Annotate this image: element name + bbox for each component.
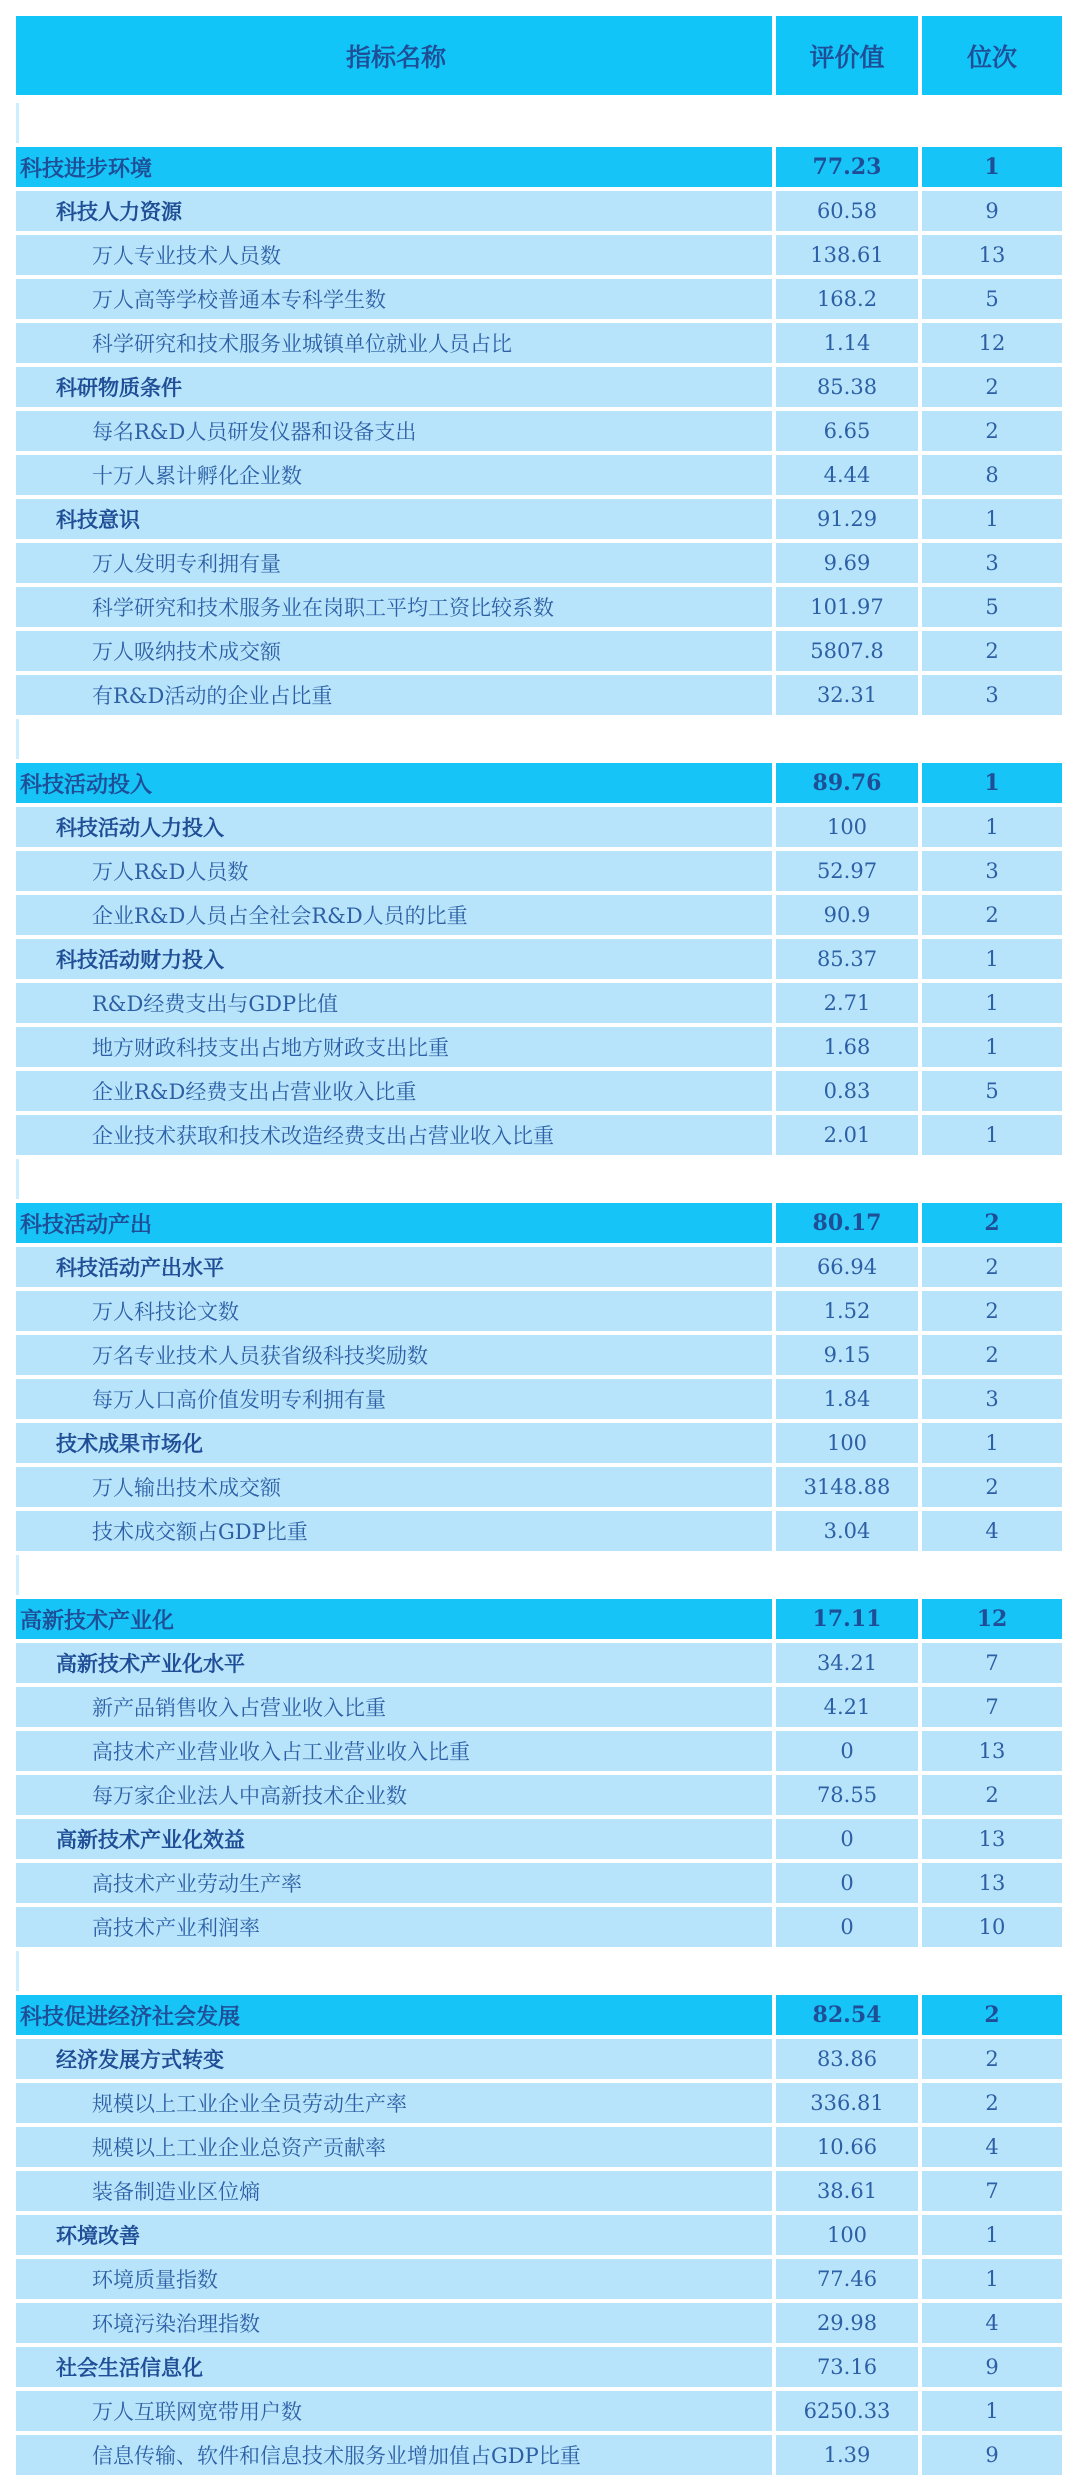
- indicator-name: R&D经费支出与GDP比值: [16, 983, 772, 1023]
- indicator-name: 每万人口高价值发明专利拥有量: [16, 1379, 772, 1419]
- indicator-row: [16, 2259, 1062, 2299]
- section-spacer: [16, 1555, 1062, 1595]
- rank-value: 2: [922, 1203, 1062, 1243]
- table-body: [16, 103, 1062, 2475]
- evaluation-value: 60.58: [776, 191, 918, 231]
- evaluation-value: 52.97: [776, 851, 918, 891]
- indicator-name: 科技活动产出: [16, 1203, 772, 1243]
- rank-value: 3: [922, 543, 1062, 583]
- subcategory-row: [16, 191, 1062, 231]
- evaluation-value: 90.9: [776, 895, 918, 935]
- indicator-name: 高技术产业劳动生产率: [16, 1863, 772, 1903]
- rank-value: 12: [922, 1599, 1062, 1639]
- indicator-row: [16, 675, 1062, 715]
- evaluation-value: 2.01: [776, 1115, 918, 1155]
- evaluation-value: 91.29: [776, 499, 918, 539]
- rank-value: 4: [922, 2303, 1062, 2343]
- indicator-name: 科技活动财力投入: [16, 939, 772, 979]
- rank-value: 3: [922, 851, 1062, 891]
- section-spacer: [16, 1159, 1062, 1199]
- rank-value: 2: [922, 1775, 1062, 1815]
- section-row: [16, 1995, 1062, 2035]
- evaluation-value: 4.21: [776, 1687, 918, 1727]
- evaluation-value: 9.69: [776, 543, 918, 583]
- indicator-name: 技术成果市场化: [16, 1423, 772, 1463]
- evaluation-value: 6.65: [776, 411, 918, 451]
- indicator-row: [16, 1511, 1062, 1551]
- indicator-name: 科学研究和技术服务业在岗职工平均工资比较系数: [16, 587, 772, 627]
- table-header: [16, 16, 1062, 95]
- evaluation-value: 0: [776, 1863, 918, 1903]
- rank-value: 7: [922, 2171, 1062, 2211]
- indicator-name: 科技促进经济社会发展: [16, 1995, 772, 2035]
- subcategory-row: [16, 2215, 1062, 2255]
- header-value: 评价值: [776, 16, 918, 95]
- indicator-name: 十万人累计孵化企业数: [16, 455, 772, 495]
- indicator-name: 高新技术产业化效益: [16, 1819, 772, 1859]
- indicator-name: 企业技术获取和技术改造经费支出占营业收入比重: [16, 1115, 772, 1155]
- rank-value: 5: [922, 587, 1062, 627]
- rank-value: 2: [922, 895, 1062, 935]
- header-rank: 位次: [922, 16, 1062, 95]
- indicator-row: [16, 1467, 1062, 1507]
- indicator-name: 万人发明专利拥有量: [16, 543, 772, 583]
- indicator-name: 科技意识: [16, 499, 772, 539]
- indicator-name: 万人输出技术成交额: [16, 1467, 772, 1507]
- section-row: [16, 147, 1062, 187]
- evaluation-value: 83.86: [776, 2039, 918, 2079]
- indicator-row: [16, 2303, 1062, 2343]
- indicator-name: 地方财政科技支出占地方财政支出比重: [16, 1027, 772, 1067]
- indicator-row: [16, 411, 1062, 451]
- evaluation-value: 1.39: [776, 2435, 918, 2475]
- indicator-row: [16, 1731, 1062, 1771]
- subcategory-row: [16, 1819, 1062, 1859]
- indicator-row: [16, 2127, 1062, 2167]
- evaluation-value: 100: [776, 2215, 918, 2255]
- indicator-name: 科技进步环境: [16, 147, 772, 187]
- evaluation-value: 0: [776, 1731, 918, 1771]
- evaluation-value: 34.21: [776, 1643, 918, 1683]
- indicator-name: 信息传输、软件和信息技术服务业增加值占GDP比重: [16, 2435, 772, 2475]
- indicator-name: 装备制造业区位熵: [16, 2171, 772, 2211]
- indicator-name: 万人R&D人员数: [16, 851, 772, 891]
- evaluation-value: 82.54: [776, 1995, 918, 2035]
- indicator-row: [16, 455, 1062, 495]
- subcategory-row: [16, 939, 1062, 979]
- indicator-name: 环境质量指数: [16, 2259, 772, 2299]
- evaluation-value: 77.46: [776, 2259, 918, 2299]
- subcategory-row: [16, 2347, 1062, 2387]
- rank-value: 1: [922, 763, 1062, 803]
- evaluation-value: 32.31: [776, 675, 918, 715]
- indicator-row: [16, 2171, 1062, 2211]
- section-spacer: [16, 1951, 1062, 1991]
- evaluation-value: 85.37: [776, 939, 918, 979]
- rank-value: 1: [922, 939, 1062, 979]
- indicator-row: [16, 2435, 1062, 2475]
- indicator-name: 企业R&D经费支出占营业收入比重: [16, 1071, 772, 1111]
- rank-value: 13: [922, 235, 1062, 275]
- evaluation-value: 1.84: [776, 1379, 918, 1419]
- rank-value: 2: [922, 1467, 1062, 1507]
- evaluation-value: 89.76: [776, 763, 918, 803]
- indicator-row: [16, 1335, 1062, 1375]
- rank-value: 1: [922, 147, 1062, 187]
- evaluation-value: 3148.88: [776, 1467, 918, 1507]
- rank-value: 1: [922, 2215, 1062, 2255]
- indicator-name: 高新技术产业化水平: [16, 1643, 772, 1683]
- indicator-row: [16, 983, 1062, 1023]
- indicator-name: 技术成交额占GDP比重: [16, 1511, 772, 1551]
- indicator-name: 每名R&D人员研发仪器和设备支出: [16, 411, 772, 451]
- indicator-row: [16, 1907, 1062, 1947]
- indicator-name: 万名专业技术人员获省级科技奖励数: [16, 1335, 772, 1375]
- evaluation-value: 77.23: [776, 147, 918, 187]
- section-row: [16, 1203, 1062, 1243]
- subcategory-row: [16, 367, 1062, 407]
- indicator-name: 环境改善: [16, 2215, 772, 2255]
- rank-value: 3: [922, 675, 1062, 715]
- rank-value: 13: [922, 1731, 1062, 1771]
- rank-value: 1: [922, 1027, 1062, 1067]
- section-row: [16, 1599, 1062, 1639]
- indicator-name: 科研物质条件: [16, 367, 772, 407]
- rank-value: 1: [922, 1115, 1062, 1155]
- rank-value: 2: [922, 1995, 1062, 2035]
- evaluation-value: 66.94: [776, 1247, 918, 1287]
- indicator-name: 每万家企业法人中高新技术企业数: [16, 1775, 772, 1815]
- rank-value: 9: [922, 2347, 1062, 2387]
- evaluation-value: 73.16: [776, 2347, 918, 2387]
- evaluation-value: 101.97: [776, 587, 918, 627]
- rank-value: 1: [922, 1423, 1062, 1463]
- rank-value: 1: [922, 807, 1062, 847]
- rank-value: 7: [922, 1687, 1062, 1727]
- indicator-row: [16, 1775, 1062, 1815]
- evaluation-value: 4.44: [776, 455, 918, 495]
- indicator-name: 高技术产业营业收入占工业营业收入比重: [16, 1731, 772, 1771]
- indicator-name: 科技活动人力投入: [16, 807, 772, 847]
- rank-value: 10: [922, 1907, 1062, 1947]
- indicator-name: 高新技术产业化: [16, 1599, 772, 1639]
- rank-value: 5: [922, 279, 1062, 319]
- indicator-name: 规模以上工业企业全员劳动生产率: [16, 2083, 772, 2123]
- evaluation-value: 138.61: [776, 235, 918, 275]
- rank-value: 13: [922, 1863, 1062, 1903]
- indicator-row: [16, 235, 1062, 275]
- indicator-name: 新产品销售收入占营业收入比重: [16, 1687, 772, 1727]
- indicator-name: 经济发展方式转变: [16, 2039, 772, 2079]
- subcategory-row: [16, 499, 1062, 539]
- rank-value: 2: [922, 411, 1062, 451]
- evaluation-value: 1.14: [776, 323, 918, 363]
- section-spacer: [16, 719, 1062, 759]
- subcategory-row: [16, 2039, 1062, 2079]
- indicator-row: [16, 2391, 1062, 2431]
- indicator-row: [16, 1379, 1062, 1419]
- rank-value: 1: [922, 2259, 1062, 2299]
- evaluation-value: 78.55: [776, 1775, 918, 1815]
- indicator-name: 规模以上工业企业总资产贡献率: [16, 2127, 772, 2167]
- evaluation-value: 10.66: [776, 2127, 918, 2167]
- indicator-name: 万人互联网宽带用户数: [16, 2391, 772, 2431]
- evaluation-value: 2.71: [776, 983, 918, 1023]
- rank-value: 2: [922, 2039, 1062, 2079]
- evaluation-value: 38.61: [776, 2171, 918, 2211]
- evaluation-value: 80.17: [776, 1203, 918, 1243]
- rank-value: 1: [922, 2391, 1062, 2431]
- indicator-name: 企业R&D人员占全社会R&D人员的比重: [16, 895, 772, 935]
- indicator-row: [16, 631, 1062, 671]
- section-row: [16, 763, 1062, 803]
- evaluation-value: 29.98: [776, 2303, 918, 2343]
- evaluation-value: 3.04: [776, 1511, 918, 1551]
- rank-value: 4: [922, 2127, 1062, 2167]
- evaluation-value: 100: [776, 807, 918, 847]
- indicator-name: 万人专业技术人员数: [16, 235, 772, 275]
- indicator-row: [16, 1863, 1062, 1903]
- evaluation-value: 1.68: [776, 1027, 918, 1067]
- rank-value: 2: [922, 1291, 1062, 1331]
- rank-value: 2: [922, 631, 1062, 671]
- rank-value: 12: [922, 323, 1062, 363]
- evaluation-value: 6250.33: [776, 2391, 918, 2431]
- evaluation-value: 17.11: [776, 1599, 918, 1639]
- evaluation-value: 168.2: [776, 279, 918, 319]
- rank-value: 9: [922, 2435, 1062, 2475]
- indicator-row: [16, 323, 1062, 363]
- subcategory-row: [16, 1423, 1062, 1463]
- rank-value: 2: [922, 1247, 1062, 1287]
- rank-value: 5: [922, 1071, 1062, 1111]
- indicator-name: 科技人力资源: [16, 191, 772, 231]
- rank-value: 7: [922, 1643, 1062, 1683]
- evaluation-value: 1.52: [776, 1291, 918, 1331]
- subcategory-row: [16, 1643, 1062, 1683]
- rank-value: 2: [922, 1335, 1062, 1375]
- indicator-row: [16, 587, 1062, 627]
- indicator-row: [16, 543, 1062, 583]
- evaluation-value: 0: [776, 1819, 918, 1859]
- rank-value: 2: [922, 2083, 1062, 2123]
- indicator-name: 环境污染治理指数: [16, 2303, 772, 2343]
- subcategory-row: [16, 807, 1062, 847]
- indicator-row: [16, 1071, 1062, 1111]
- indicator-row: [16, 279, 1062, 319]
- indicator-name: 有R&D活动的企业占比重: [16, 675, 772, 715]
- rank-value: 1: [922, 983, 1062, 1023]
- indicator-name: 科学研究和技术服务业城镇单位就业人员占比: [16, 323, 772, 363]
- rank-value: 2: [922, 367, 1062, 407]
- indicator-name: 科技活动产出水平: [16, 1247, 772, 1287]
- indicator-name: 万人高等学校普通本专科学生数: [16, 279, 772, 319]
- indicator-row: [16, 1027, 1062, 1067]
- section-spacer: [16, 103, 1062, 143]
- indicator-table: [16, 16, 1062, 2479]
- indicator-name: 高技术产业利润率: [16, 1907, 772, 1947]
- evaluation-value: 5807.8: [776, 631, 918, 671]
- indicator-row: [16, 1291, 1062, 1331]
- subcategory-row: [16, 1247, 1062, 1287]
- rank-value: 13: [922, 1819, 1062, 1859]
- evaluation-value: 100: [776, 1423, 918, 1463]
- indicator-row: [16, 851, 1062, 891]
- rank-value: 4: [922, 1511, 1062, 1551]
- rank-value: 3: [922, 1379, 1062, 1419]
- rank-value: 1: [922, 499, 1062, 539]
- indicator-row: [16, 2083, 1062, 2123]
- indicator-name: 万人吸纳技术成交额: [16, 631, 772, 671]
- rank-value: 9: [922, 191, 1062, 231]
- indicator-name: 万人科技论文数: [16, 1291, 772, 1331]
- indicator-row: [16, 1115, 1062, 1155]
- indicator-row: [16, 895, 1062, 935]
- indicator-name: 社会生活信息化: [16, 2347, 772, 2387]
- header-indicator-name: 指标名称: [16, 16, 772, 95]
- evaluation-value: 85.38: [776, 367, 918, 407]
- evaluation-value: 0.83: [776, 1071, 918, 1111]
- evaluation-value: 336.81: [776, 2083, 918, 2123]
- indicator-row: [16, 1687, 1062, 1727]
- rank-value: 8: [922, 455, 1062, 495]
- evaluation-value: 0: [776, 1907, 918, 1947]
- evaluation-value: 9.15: [776, 1335, 918, 1375]
- indicator-name: 科技活动投入: [16, 763, 772, 803]
